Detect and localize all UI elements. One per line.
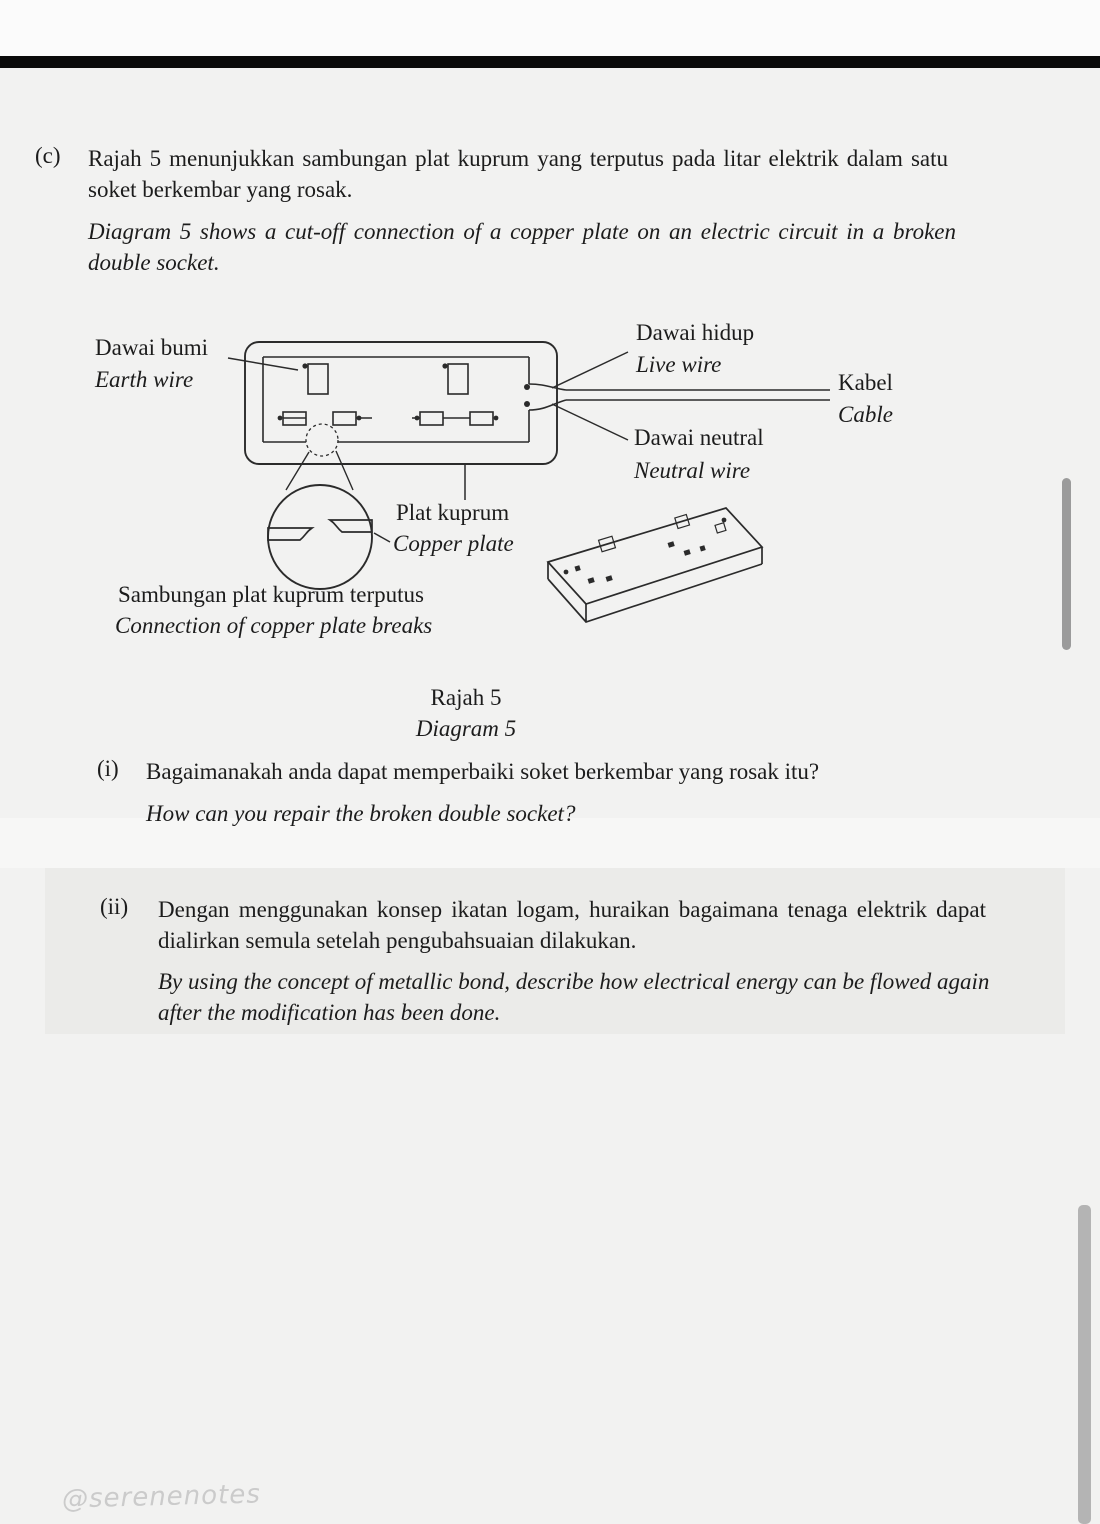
neutral-wire-label-en: Neutral wire [634, 458, 751, 483]
page-edge-bar [0, 56, 1100, 68]
live-wire-label-my: Dawai hidup [636, 320, 755, 345]
earth-wire-label-en: Earth wire [95, 367, 194, 392]
scrollbar-thumb-upper[interactable] [1062, 478, 1071, 650]
question-ii-text-english: By using the concept of metallic bond, describe how electrical energy can be flowed again after the modification has been done. [158, 969, 990, 1025]
diagram-caption-my: Rajah 5 [430, 685, 502, 710]
question-c-label: (c) [35, 143, 61, 168]
cable-label-my: Kabel [838, 370, 893, 395]
top-margin [0, 0, 1100, 56]
question-i-label: (i) [97, 756, 119, 781]
zoom-source-circle [306, 424, 338, 456]
question-c-text-malay: Rajah 5 menunjukkan sambungan plat kuprum yang terputus pada litar elektrik dalam satu soket berkembar yang rosak. [88, 146, 948, 202]
break-label-en: Connection of copper plate breaks [115, 613, 433, 638]
socket-wiring [263, 357, 566, 442]
live-wire-label-en: Live wire [636, 352, 722, 377]
copper-plate-label-my: Plat kuprum [396, 500, 510, 525]
question-ii-label: (ii) [100, 894, 129, 919]
socket-face-details [599, 514, 726, 551]
question-c-text-english: Diagram 5 shows a cut-off connection of a copper plate on an electric circuit in a broken double socket. [88, 219, 956, 275]
perspective-socket [548, 508, 762, 622]
cable-label-en: Cable [838, 402, 893, 427]
magnifier-circle [268, 485, 372, 589]
neutral-wire-label-my: Dawai neutral [634, 425, 764, 450]
broken-plate [268, 520, 372, 540]
question-ii-text-malay: Dengan menggunakan konsep ikatan logam, huraikan bagaimana tenaga elektrik dapat dialirkan semula setelah pengubahsuaian dilakukan. [158, 897, 986, 953]
copper-plate-label-en: Copper plate [393, 531, 514, 556]
earth-wire-label-my: Dawai bumi [95, 335, 209, 360]
diagram-caption-en: Diagram 5 [415, 716, 517, 741]
socket-outline [245, 342, 557, 464]
break-label-my: Sambungan plat kuprum terputus [118, 582, 424, 607]
cable-lines [566, 390, 830, 400]
question-i-text-malay: Bagaimanakah anda dapat memperbaiki soket berkembar yang rosak itu? [146, 759, 820, 784]
scrollbar-thumb-lower[interactable] [1078, 1205, 1091, 1524]
watermark: @serenenotes [61, 1479, 262, 1515]
question-i-text-english: How can you repair the broken double socket? [146, 801, 576, 826]
